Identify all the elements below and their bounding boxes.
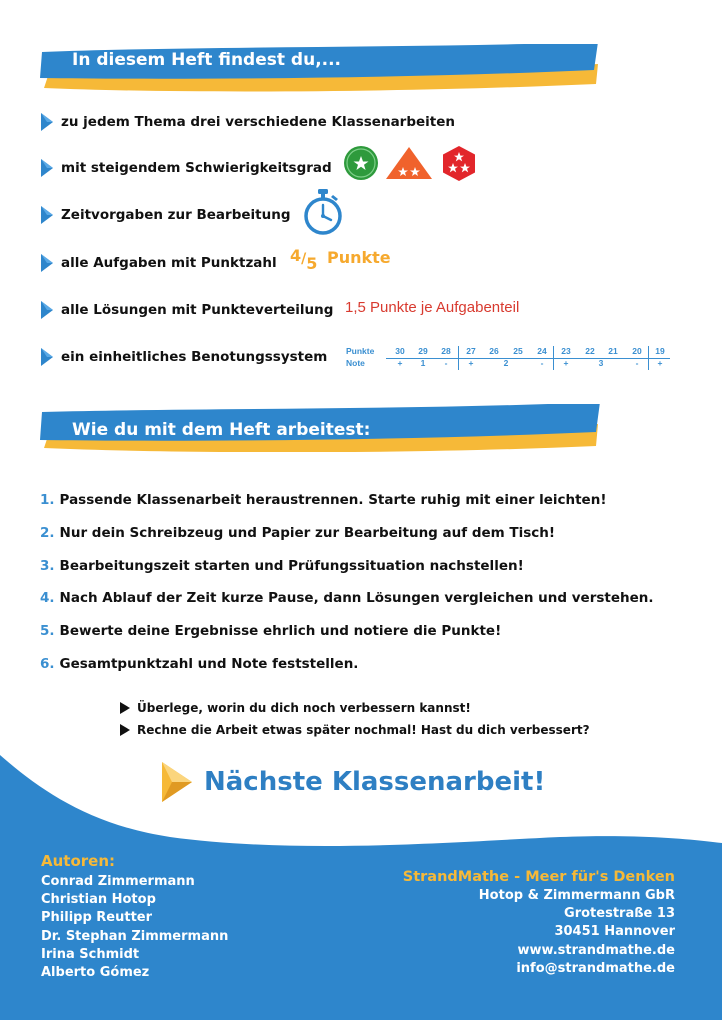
points-numerator: 4 (290, 246, 302, 265)
company-block (403, 869, 675, 978)
banner-heft (38, 44, 604, 92)
author-name: Conrad Zimmermann (41, 874, 195, 889)
grade-cell: + (397, 358, 403, 368)
grade-cell: + (657, 358, 663, 368)
author-name: Philipp Reutter (41, 910, 153, 926)
tip-item (120, 719, 590, 741)
grade-cell: - (635, 358, 639, 368)
author-name: Alberto Gómez (41, 964, 150, 980)
feature-text: ein einheitliches Benotungssystem (61, 349, 328, 365)
authors-block (41, 852, 228, 982)
points-cell: 26 (489, 346, 499, 356)
points-cell: 25 (513, 346, 523, 356)
company-name: Hotop & Zimmermann GbR (478, 888, 675, 903)
feature-text: alle Lösungen mit Punkteverteilung (61, 302, 334, 318)
step-number: 4. (40, 590, 55, 607)
step-number: 3. (40, 557, 55, 574)
feature-item (40, 108, 455, 136)
stopwatch-icon (300, 187, 346, 237)
step-item (40, 647, 680, 680)
feature-text: Zeitvorgaben zur Bearbeitung (61, 207, 291, 223)
feature-item (40, 343, 327, 371)
banner-title: In diesem Heft findest du,... (72, 50, 342, 70)
play-arrow-icon (120, 724, 130, 736)
triangle-bullet-icon (40, 347, 54, 367)
feature-item (40, 201, 291, 229)
points-cell: 29 (418, 346, 428, 356)
triangle-bullet-icon (40, 205, 54, 225)
triangle-bullet-icon (40, 112, 54, 132)
author-name: Christian Hotop (41, 892, 156, 908)
tips-list (120, 697, 590, 741)
step-number: 6. (40, 655, 55, 672)
feature-item (40, 296, 333, 324)
grade-cell: 1 (420, 358, 426, 368)
points-cell: 23 (561, 346, 571, 356)
points-cell: 21 (608, 346, 618, 356)
feature-text: zu jedem Thema drei verschiedene Klassenarbeiten (61, 114, 455, 130)
points-denominator: 5 (306, 254, 318, 273)
points-cell: 28 (441, 346, 451, 356)
grade-table-points-row (346, 346, 676, 357)
company-city: 30451 Hannover (554, 924, 675, 940)
step-text: Nach Ablauf der Zeit kurze Pause, dann Lösungen vergleichen und verstehen. (59, 590, 654, 607)
step-number: 2. (40, 525, 55, 542)
steps-list (40, 484, 680, 680)
grade-table (346, 346, 676, 369)
points-cell: 27 (466, 346, 476, 356)
step-item (40, 549, 680, 582)
grade-table-grade-row (346, 358, 676, 369)
banner-title: Wie du mit dem Heft arbeitest: (72, 420, 371, 440)
points-cell: 22 (585, 346, 595, 356)
grade-table-separator (458, 346, 459, 370)
difficulty-easy-icon (344, 146, 378, 180)
difficulty-hard-icon (443, 146, 475, 181)
grade-cell: + (468, 358, 474, 368)
step-text: Nur dein Schreibzeug und Papier zur Bearbeitung auf dem Tisch! (59, 525, 556, 542)
points-label: Punkte (326, 248, 391, 267)
tip-item (120, 697, 590, 719)
grade-table-separator (648, 346, 649, 370)
feature-text: mit steigendem Schwierigkeitsgrad (61, 160, 332, 176)
points-slash: / (301, 251, 307, 267)
step-number: 1. (40, 492, 55, 509)
step-item (40, 615, 680, 648)
points-cell: 30 (395, 346, 405, 356)
difficulty-medium-icon (386, 147, 432, 179)
authors-title: Autoren: (41, 852, 116, 870)
step-text: Bewerte deine Ergebnisse ehrlich und notiere die Punkte! (59, 623, 502, 640)
next-exam-title: Nächste Klassenarbeit! (204, 767, 546, 797)
points-row-label: Punkte (346, 346, 375, 356)
step-item (40, 517, 680, 550)
tip-text: Rechne die Arbeit etwas später nochmal! Hast du dich verbessert? (137, 723, 590, 737)
grade-table-separator (553, 346, 554, 370)
grade-cell: 3 (598, 358, 604, 368)
triangle-bullet-icon (40, 253, 54, 273)
step-item (40, 484, 680, 517)
difficulty-icons (343, 145, 479, 183)
next-arrow-icon (160, 760, 194, 804)
company-street: Grotestraße 13 (564, 906, 675, 922)
step-text: Passende Klassenarbeit heraustrennen. Starte ruhig mit einer leichten! (59, 492, 607, 509)
triangle-bullet-icon (40, 158, 54, 178)
step-text: Bearbeitungszeit starten und Prüfungssituation nachstellen! (59, 557, 524, 574)
feature-item (40, 154, 332, 182)
tip-text: Überlege, worin du dich noch verbessern kannst! (137, 701, 471, 715)
author-name: Irina Schmidt (41, 946, 140, 962)
play-arrow-icon (120, 702, 130, 714)
points-cell: 19 (655, 346, 665, 356)
points-cell: 24 (537, 346, 547, 356)
grade-cell: - (540, 358, 544, 368)
author-name: Dr. Stephan Zimmermann (41, 928, 229, 944)
grade-row-label: Note (346, 358, 365, 368)
company-website-link[interactable]: www.strandmathe.de (517, 942, 675, 958)
step-number: 5. (40, 623, 55, 640)
step-text: Gesamtpunktzahl und Note feststellen. (59, 655, 359, 672)
triangle-bullet-icon (40, 300, 54, 320)
banner-arbeiten (38, 404, 604, 452)
company-email-link[interactable]: info@strandmathe.de (516, 960, 675, 976)
grade-cell: 2 (503, 358, 509, 368)
grade-cell: - (444, 358, 448, 368)
points-example (290, 246, 391, 273)
points-cell: 20 (632, 346, 642, 356)
company-title: StrandMathe - Meer für's Denken (402, 869, 675, 885)
step-item (40, 582, 680, 615)
solution-example: 1,5 Punkte je Aufgabenteil (345, 299, 520, 316)
next-exam-callout[interactable] (160, 760, 545, 804)
feature-item (40, 249, 277, 277)
grade-cell: + (563, 358, 569, 368)
feature-text: alle Aufgaben mit Punktzahl (61, 255, 277, 271)
